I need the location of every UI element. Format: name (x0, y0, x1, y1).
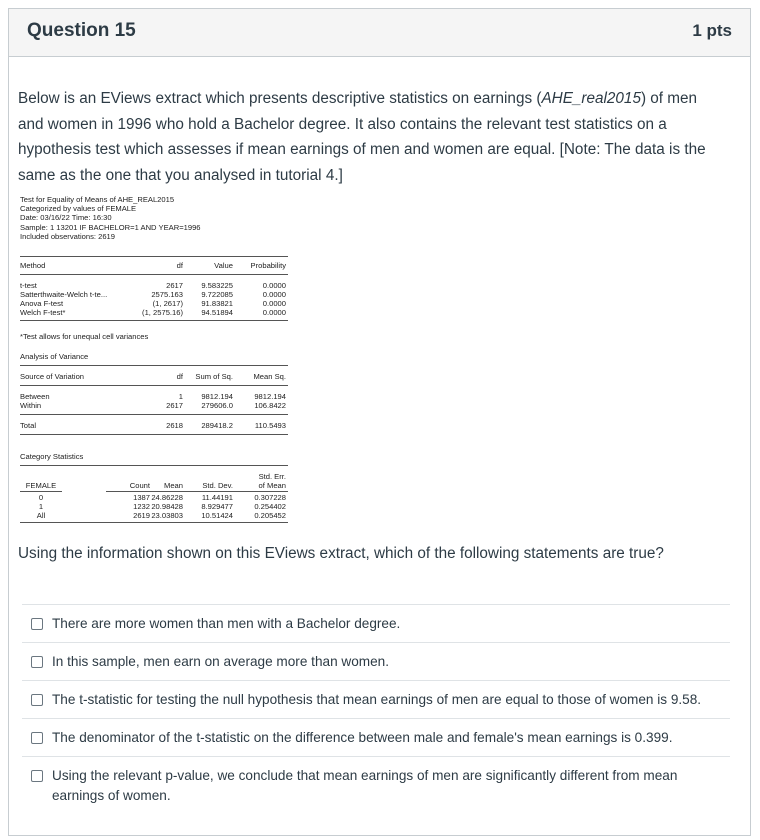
rule (20, 491, 62, 492)
answer-checkbox[interactable] (31, 732, 43, 744)
cat-row-count: 2619 (133, 511, 150, 520)
question-prompt: Using the information shown on this EViews extract, which of the following statements are true? (18, 545, 664, 562)
question-points: 1 pts (692, 21, 732, 40)
anova-col-source: Source of Variation (20, 372, 85, 381)
test-row-df: 2617 (166, 281, 183, 290)
test-footnote: *Test allows for unequal cell variances (20, 332, 149, 341)
rule (20, 365, 288, 366)
test-row-df: (1, 2575.16) (142, 308, 183, 317)
cat-col-stderr-1: Std. Err. (258, 472, 286, 481)
test-row-label: Satterthwaite-Welch t-te... (20, 290, 108, 299)
anova-row-df: 2617 (166, 401, 183, 410)
test-row-value: 91.83821 (201, 299, 233, 308)
test-row-df: (1, 2617) (152, 299, 183, 308)
answer-checkbox[interactable] (31, 770, 43, 782)
cat-row-count: 1232 (133, 502, 150, 511)
cat-row-mean: 24.86228 (151, 493, 183, 502)
cat-row-stddev: 11.44191 (201, 493, 233, 502)
category-title: Category Statistics (20, 452, 84, 461)
test-row-label: t-test (20, 281, 37, 290)
test-row-df: 2575.163 (151, 290, 183, 299)
answer-label: Using the relevant p-value, we conclude that mean earnings of men are significantly different from mean earnings of women. (52, 768, 678, 803)
answer-label: In this sample, men earn on average more than women. (52, 654, 390, 669)
cat-col-mean: Mean (164, 481, 183, 490)
eviews-header (20, 195, 290, 241)
test-row-value: 94.51894 (201, 308, 233, 317)
answer-label: There are more women than men with a Bachelor degree. (52, 616, 401, 631)
anova-row-meansq: 9812.194 (254, 392, 286, 401)
col-df: df (176, 261, 183, 270)
cat-col-female: FEMALE (25, 481, 57, 490)
test-row-prob: 0.0000 (262, 290, 286, 299)
answer-checkbox[interactable] (31, 618, 43, 630)
answer-option-4[interactable] (22, 718, 730, 756)
cat-row-stderr: 0.254402 (254, 502, 286, 511)
eviews-header-line: Included observations: 2619 (20, 231, 115, 241)
anova-total-df: 2618 (166, 421, 183, 430)
eviews-header-line: Categorized by values of FEMALE (20, 204, 137, 214)
question-text (18, 86, 726, 188)
rule (20, 434, 288, 435)
anova-row-label: Between (20, 392, 50, 401)
test-row-label: Anova F-test (20, 299, 64, 308)
cat-row-female: 0 (38, 493, 44, 502)
cat-row-stderr: 0.307228 (254, 493, 286, 502)
anova-total-sumsq: 289418.2 (201, 421, 233, 430)
rule (20, 522, 288, 523)
question-title: Question 15 (27, 20, 136, 41)
answer-option-5[interactable] (22, 756, 730, 818)
answer-checkbox[interactable] (31, 694, 43, 706)
test-row-value: 9.722085 (201, 290, 233, 299)
cat-row-stddev: 10.51424 (201, 511, 233, 520)
answer-list (22, 604, 730, 818)
anova-col-df: df (176, 372, 183, 381)
anova-row-sumsq: 279606.0 (201, 401, 233, 410)
rule (106, 491, 288, 492)
cat-row-count: 1387 (133, 493, 150, 502)
eviews-header-line: Test for Equality of Means of AHE_REAL2015 (20, 195, 175, 204)
cat-row-female: 1 (38, 502, 44, 511)
answer-option-3[interactable] (22, 680, 730, 718)
answer-checkbox[interactable] (31, 656, 43, 668)
answer-label: The denominator of the t-statistic on the difference between male and female's mean earnings is 0.399. (52, 730, 673, 745)
answer-option-1[interactable] (22, 604, 730, 642)
anova-col-meansq: Mean Sq. (253, 372, 286, 381)
test-row-value: 9.583225 (201, 281, 233, 290)
eviews-output (20, 195, 290, 525)
cat-col-count: Count (129, 481, 150, 490)
col-value: Value (214, 261, 233, 270)
test-row-label: Welch F-test* (20, 308, 66, 317)
answer-label: The t-statistic for testing the null hypothesis that mean earnings of men are equal to those of women is 9.58. (52, 692, 702, 707)
cat-row-mean: 23.03803 (151, 511, 183, 520)
col-method: Method (20, 261, 46, 270)
col-probability: Probability (250, 261, 286, 270)
question-header (9, 9, 750, 57)
rule (20, 256, 288, 257)
intro-part-3: ) of men and women in 1996 who hold a Bachelor degree. It also contains the relevant test statistics on a hypothesis test which assesses if mean earnings of men and women are equal. [Note: The data is the same as the one that you analysed in tutorial 4.] (18, 90, 706, 184)
anova-total-label: Total (20, 421, 37, 430)
anova-title: Analysis of Variance (20, 352, 89, 361)
answer-option-2[interactable] (22, 642, 730, 680)
anova-col-sumsq: Sum of Sq. (195, 372, 233, 381)
eviews-header-line: Date: 03/16/22 Time: 16:30 (20, 213, 112, 223)
rule (20, 414, 288, 415)
rule (20, 320, 288, 321)
anova-row-meansq: 106.8422 (254, 401, 286, 410)
anova-total-meansq: 110.5493 (254, 421, 286, 430)
intro-part-1: Below is an EViews extract which presents descriptive statistics on earnings ( (18, 90, 542, 107)
cat-col-stddev: Std. Dev. (202, 481, 233, 490)
test-row-prob: 0.0000 (262, 299, 286, 308)
eviews-header-line: Sample: 1 13201 IF BACHELOR=1 AND YEAR=1996 (20, 222, 201, 232)
rule (20, 385, 288, 386)
cat-row-stderr: 0.205452 (254, 511, 286, 520)
variable-name: AHE_real2015 (541, 90, 641, 107)
anova-row-df: 1 (178, 392, 183, 401)
cat-row-mean: 20.98428 (151, 502, 183, 511)
rule (20, 274, 288, 275)
test-row-prob: 0.0000 (262, 281, 286, 290)
cat-row-stddev: 8.929477 (201, 502, 233, 511)
anova-row-label: Within (20, 401, 42, 410)
anova-row-sumsq: 9812.194 (201, 392, 233, 401)
cat-col-stderr-2: of Mean (258, 481, 286, 490)
rule (20, 465, 288, 466)
test-row-prob: 0.0000 (262, 308, 286, 317)
cat-row-female: All (36, 511, 46, 520)
